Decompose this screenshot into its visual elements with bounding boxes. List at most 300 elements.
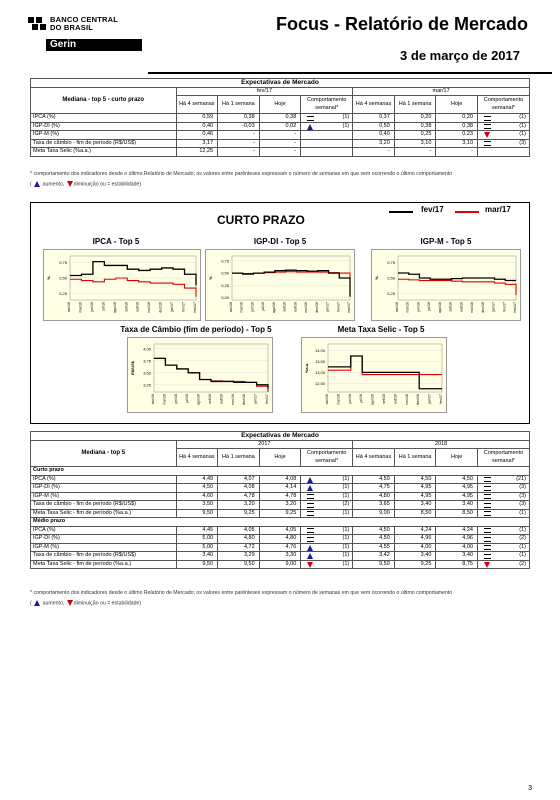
- behavior-cell: [477, 526, 529, 535]
- report-date: 3 de março de 2017: [400, 48, 520, 63]
- value-cell: 4,60: [176, 492, 218, 501]
- row-label: IGP-DI (%): [31, 484, 177, 493]
- y-tick-label: 13,50: [314, 358, 325, 364]
- row-label: IGP-M (%): [31, 131, 177, 140]
- bcb-logo-icon: [28, 17, 46, 33]
- behavior-weeks: (2): [342, 501, 350, 507]
- value-cell: 4,08: [259, 475, 301, 484]
- increase-icon: [307, 124, 313, 130]
- stable-icon: [484, 528, 491, 533]
- x-tick-label: abr/16: [229, 302, 233, 313]
- row-label: IPCA (%): [31, 114, 177, 123]
- value-cell: 9,50: [218, 560, 260, 569]
- x-tick-label: abr/16: [395, 302, 399, 313]
- row-label: Taxa de câmbio - fim de período (R$/US$): [31, 552, 177, 561]
- value-cell: 4,72: [218, 543, 260, 552]
- x-tick-label: abr/16: [151, 394, 155, 405]
- value-cell: 4,24: [394, 526, 436, 535]
- value-cell: 4,00: [394, 543, 436, 552]
- behavior-weeks: (1): [519, 131, 526, 137]
- behavior-weeks: (3): [519, 139, 526, 146]
- x-tick-label: jun/16: [173, 394, 178, 404]
- decrease-icon: [307, 562, 313, 568]
- y-tick-label: 3,75: [143, 358, 151, 364]
- series-line-fev17: [70, 262, 196, 286]
- x-tick-label: dez/16: [158, 302, 163, 313]
- y-tick-label: 13,00: [314, 369, 325, 375]
- value-cell: 0,46: [176, 131, 218, 140]
- value-cell: 4,14: [259, 484, 301, 493]
- y-axis-unit: %: [208, 276, 213, 280]
- increase-icon: [34, 181, 40, 187]
- chart-cambio: [127, 337, 273, 413]
- value-cell: 9,50: [176, 509, 218, 518]
- x-tick-label: mai/16: [78, 302, 83, 313]
- value-cell: 0,37: [353, 114, 395, 123]
- behavior-weeks: (1): [342, 552, 350, 558]
- stable-icon: [307, 537, 314, 542]
- x-tick-label: dez/16: [242, 394, 247, 405]
- y-tick-label: 0,25: [221, 282, 229, 288]
- x-tick-label: out/16: [293, 302, 298, 312]
- behavior-cell: [477, 114, 529, 123]
- value-cell: 9,25: [394, 560, 436, 569]
- x-tick-label: jul/16: [261, 302, 266, 311]
- behavior-weeks: (2): [519, 535, 526, 541]
- x-tick-label: ago/16: [370, 394, 375, 405]
- behavior-cell: [477, 543, 529, 552]
- behavior-cell: [477, 122, 529, 131]
- x-tick-label: ago/16: [437, 302, 442, 313]
- x-tick-label: mai/16: [162, 394, 167, 405]
- behavior-cell: [301, 543, 353, 552]
- value-cell: 12,25: [176, 148, 218, 157]
- y-axis-unit: %: [46, 276, 51, 280]
- value-cell: 4,80: [259, 535, 301, 544]
- value-cell: 0,50: [353, 122, 395, 131]
- increase-icon: [307, 485, 313, 491]
- chart-ipca: [43, 249, 201, 321]
- row-label: IGP-M (%): [31, 543, 177, 552]
- behavior-weeks: (1): [519, 552, 526, 558]
- value-cell: 4,76: [259, 543, 301, 552]
- value-cell: 4,50: [394, 475, 436, 484]
- stable-icon: [484, 141, 491, 146]
- row-label: IGP-M (%): [31, 492, 177, 501]
- org-name-line1: BANCO CENTRAL: [50, 15, 119, 24]
- y-tick-label: 0,00: [221, 295, 229, 301]
- value-cell: 4,78: [218, 492, 260, 501]
- behavior-weeks: (1): [342, 475, 350, 482]
- table-row: [31, 526, 530, 535]
- behavior-cell: [301, 560, 353, 569]
- row-label: Meta Taxa Selic - fim de período (%a.a.): [31, 509, 177, 518]
- table-row: [31, 131, 530, 140]
- stable-icon: [484, 545, 491, 550]
- x-tick-label: abr/16: [325, 394, 329, 405]
- column-header: Comportamento semanal*: [301, 449, 353, 467]
- x-tick-label: mar/17: [347, 302, 351, 314]
- table-row: [31, 552, 530, 561]
- x-tick-label: out/16: [219, 394, 224, 404]
- x-tick-label: out/16: [393, 394, 398, 404]
- behavior-cell: [301, 526, 353, 535]
- increase-icon: [307, 545, 313, 551]
- stable-icon: [484, 511, 491, 516]
- behavior-cell: [301, 131, 353, 140]
- x-tick-label: abr/16: [67, 302, 71, 313]
- stable-icon: [484, 124, 491, 129]
- chart-selic: [301, 337, 447, 413]
- x-tick-label: ago/16: [112, 302, 117, 313]
- value-cell: 0,38: [218, 114, 260, 123]
- behavior-cell: [301, 148, 353, 157]
- table-row: [31, 139, 530, 148]
- value-cell: -: [436, 148, 478, 157]
- value-cell: 0,25: [394, 131, 436, 140]
- x-tick-label: set/16: [382, 394, 386, 404]
- x-tick-label: dez/16: [314, 302, 319, 313]
- value-cell: 5,00: [176, 543, 218, 552]
- value-cell: 4,80: [353, 492, 395, 501]
- x-tick-label: nov/16: [470, 302, 475, 313]
- y-tick-label: 12,50: [314, 380, 325, 386]
- y-tick-label: 0,25: [387, 291, 395, 297]
- x-tick-label: mai/16: [239, 302, 244, 313]
- value-cell: 3,40: [176, 552, 218, 561]
- x-tick-label: ago/16: [271, 302, 276, 313]
- value-cell: 4,95: [436, 492, 478, 501]
- org-name-line2: DO BRASIL: [50, 23, 94, 32]
- value-cell: 3,40: [436, 552, 478, 561]
- behavior-cell: [301, 475, 353, 484]
- value-cell: 4,50: [353, 526, 395, 535]
- value-cell: 0,20: [394, 114, 436, 123]
- y-tick-label: 4,00: [143, 346, 151, 352]
- series-line-fev17: [232, 270, 350, 296]
- value-cell: 3,50: [176, 501, 218, 510]
- y-tick-label: 3,25: [143, 382, 151, 388]
- value-cell: 4,07: [218, 475, 260, 484]
- x-tick-label: jun/16: [347, 394, 352, 404]
- table-row: [31, 543, 530, 552]
- x-tick-label: fev/17: [502, 302, 507, 312]
- behavior-weeks: (1): [342, 509, 350, 516]
- value-cell: 3,10: [436, 139, 478, 148]
- stable-icon: [484, 554, 491, 559]
- x-tick-label: fev/17: [336, 302, 341, 312]
- x-tick-label: jun/16: [89, 302, 94, 312]
- behavior-cell: [301, 552, 353, 561]
- value-cell: 3,20: [259, 501, 301, 510]
- footnote: * comportamento dos indicadores desde o último Relatório de Mercado; os valores entre parênteses expressam o número de semanas em que vem ocorrendo o último comportamento: [30, 171, 453, 177]
- value-cell: -: [218, 139, 260, 148]
- column-header: Hoje: [436, 96, 478, 114]
- short-term-charts-panel: [30, 202, 530, 424]
- y-tick-label: 3,50: [143, 370, 151, 376]
- value-cell: 0,20: [436, 114, 478, 123]
- value-cell: 4,00: [436, 543, 478, 552]
- value-cell: 3,29: [218, 552, 260, 561]
- x-tick-label: ago/16: [196, 394, 201, 405]
- value-cell: -: [353, 148, 395, 157]
- decrease-icon: [67, 181, 73, 187]
- value-cell: 3,10: [394, 139, 436, 148]
- behavior-cell: [301, 492, 353, 501]
- table-row: [31, 475, 530, 484]
- value-cell: -: [259, 148, 301, 157]
- chart-title-igpdi: IGP-DI - Top 5: [253, 237, 307, 246]
- column-header: Há 1 semana: [218, 96, 260, 114]
- value-cell: -: [259, 139, 301, 148]
- stable-icon: [307, 503, 314, 508]
- x-tick-label: dez/16: [416, 394, 421, 405]
- increase-icon: [307, 553, 313, 559]
- value-cell: 4,95: [394, 492, 436, 501]
- period-header-2: mar/17: [353, 87, 530, 96]
- row-label: Taxa de câmbio - fim de período (R$/US$): [31, 501, 177, 510]
- behavior-cell: [477, 475, 529, 484]
- report-header: [28, 14, 532, 72]
- value-cell: 4,05: [218, 526, 260, 535]
- row-label: IGP-DI (%): [31, 122, 177, 131]
- behavior-weeks: (21): [516, 475, 526, 482]
- value-cell: 3,40: [394, 552, 436, 561]
- behavior-weeks: (1): [342, 526, 350, 533]
- bcb-logo: [28, 14, 158, 54]
- column-header: Hoje: [436, 449, 478, 467]
- behavior-weeks: (1): [342, 535, 350, 541]
- stable-icon: [484, 486, 491, 491]
- table-title: Expectativas de Mercado: [31, 432, 530, 441]
- y-tick-label: 14,00: [314, 348, 325, 354]
- section-header: Médio prazo: [31, 518, 530, 527]
- behavior-weeks: (1): [342, 560, 350, 567]
- value-cell: 4,55: [353, 543, 395, 552]
- y-tick-label: 0,75: [59, 259, 67, 265]
- y-tick-label: 0,50: [221, 270, 229, 276]
- period-header-1: 2017: [176, 440, 353, 449]
- report-title: Focus - Relatório de Mercado: [275, 14, 528, 34]
- row-label: Meta Taxa Selic (%a.a.): [31, 148, 177, 157]
- x-tick-label: mai/16: [405, 302, 410, 313]
- legend-swatch-mar17: [455, 211, 479, 213]
- table-title: Expectativas de Mercado: [31, 79, 530, 88]
- value-cell: 8,50: [394, 509, 436, 518]
- value-cell: 0,23: [436, 131, 478, 140]
- behavior-weeks: (1): [342, 122, 350, 129]
- x-tick-label: nov/16: [147, 302, 152, 313]
- column-header: Hoje: [259, 96, 301, 114]
- legend-swatch-fev17: [389, 211, 413, 213]
- x-tick-label: set/16: [282, 302, 287, 312]
- table-row: [31, 535, 530, 544]
- stable-icon: [307, 494, 314, 499]
- x-tick-label: nov/16: [230, 394, 235, 405]
- label-column-header: Mediana - top 5: [31, 440, 177, 467]
- value-cell: -: [218, 131, 260, 140]
- behavior-weeks: (1): [342, 543, 350, 550]
- column-header: Há 4 semanas: [353, 449, 395, 467]
- behavior-cell: [301, 509, 353, 518]
- value-cell: 5,00: [176, 535, 218, 544]
- chart-title-ipca: IPCA - Top 5: [92, 237, 140, 246]
- behavior-cell: [301, 484, 353, 493]
- x-tick-label: out/16: [459, 302, 464, 312]
- x-tick-label: jul/16: [427, 302, 432, 311]
- x-tick-label: jun/16: [416, 302, 421, 312]
- series-line-mar17: [70, 278, 196, 297]
- value-cell: 0,40: [176, 122, 218, 131]
- value-cell: -: [394, 148, 436, 157]
- stable-icon: [307, 528, 314, 533]
- value-cell: 3,42: [353, 552, 395, 561]
- column-header: Há 1 semana: [394, 96, 436, 114]
- x-tick-label: mai/16: [336, 394, 341, 405]
- x-tick-label: jan/17: [325, 302, 330, 312]
- value-cell: 0,38: [259, 114, 301, 123]
- value-cell: 4,50: [436, 475, 478, 484]
- behavior-weeks: (1): [519, 122, 526, 129]
- value-cell: 0,40: [353, 131, 395, 140]
- period-header-1: fev/17: [176, 87, 353, 96]
- x-tick-label: jan/17: [253, 394, 258, 404]
- behavior-weeks: (2): [519, 560, 526, 567]
- value-cell: 4,95: [394, 484, 436, 493]
- column-header: Comportamento semanal*: [301, 96, 353, 114]
- column-header: Há 1 semana: [394, 449, 436, 467]
- series-line-mar17: [398, 279, 516, 295]
- increase-icon: [307, 477, 313, 483]
- value-cell: 9,00: [259, 560, 301, 569]
- value-cell: 0,02: [259, 122, 301, 131]
- x-tick-label: jul/16: [101, 302, 106, 311]
- value-cell: 4,96: [394, 535, 436, 544]
- increase-icon: [34, 600, 40, 606]
- stable-icon: [484, 537, 491, 542]
- column-header: Hoje: [259, 449, 301, 467]
- y-tick-label: 0,50: [387, 275, 395, 281]
- value-cell: 9,25: [259, 509, 301, 518]
- plot-area: [328, 344, 442, 392]
- x-tick-label: set/16: [448, 302, 453, 312]
- stable-icon: [484, 503, 491, 508]
- behavior-cell: [477, 560, 529, 569]
- table-row: [31, 492, 530, 501]
- y-axis-unit: R$/US$: [130, 360, 135, 376]
- page-number: 3: [528, 785, 532, 792]
- behavior-weeks: (3): [519, 501, 526, 507]
- behavior-cell: [477, 148, 529, 157]
- decrease-icon: [484, 132, 490, 138]
- row-label: IPCA (%): [31, 475, 177, 484]
- value-cell: 4,50: [176, 484, 218, 493]
- expectations-table-short: [30, 78, 530, 157]
- behavior-cell: [301, 114, 353, 123]
- chart-igpm: [371, 249, 521, 321]
- y-axis-unit: %a.a.: [304, 362, 309, 374]
- table-row: [31, 509, 530, 518]
- x-tick-label: out/16: [135, 302, 140, 312]
- behavior-cell: [477, 501, 529, 510]
- value-cell: 3,17: [176, 139, 218, 148]
- stable-icon: [484, 116, 491, 121]
- value-cell: 4,50: [353, 535, 395, 544]
- value-cell: 4,96: [436, 535, 478, 544]
- x-tick-label: fev/17: [439, 394, 443, 404]
- table-row: [31, 484, 530, 493]
- column-header: Comportamento semanal*: [477, 449, 529, 467]
- column-header: Há 1 semana: [218, 449, 260, 467]
- x-tick-label: jan/17: [170, 302, 175, 312]
- behavior-cell: [301, 535, 353, 544]
- behavior-weeks: (1): [342, 492, 350, 499]
- charts-title: CURTO PRAZO: [217, 213, 305, 227]
- value-cell: 9,50: [353, 560, 395, 569]
- table-row: [31, 148, 530, 157]
- x-tick-label: mar/17: [513, 302, 517, 314]
- table-row: [31, 501, 530, 510]
- behavior-weeks: (1): [519, 114, 526, 120]
- expectations-table-annual: [30, 431, 530, 569]
- value-cell: 0,38: [394, 122, 436, 131]
- value-cell: 3,40: [394, 501, 436, 510]
- row-label: IPCA (%): [31, 526, 177, 535]
- column-header: Há 4 semanas: [353, 96, 395, 114]
- chart-title-igpm: IGP-M - Top 5: [420, 237, 472, 246]
- header-divider: [148, 72, 552, 74]
- behavior-weeks: (3): [519, 492, 526, 499]
- stable-icon: [484, 494, 491, 499]
- value-cell: 0,59: [176, 114, 218, 123]
- x-tick-label: set/16: [208, 394, 212, 404]
- value-cell: 4,45: [176, 526, 218, 535]
- behavior-weeks: (1): [342, 114, 350, 120]
- y-tick-label: 0,75: [221, 258, 229, 264]
- table-row: [31, 114, 530, 123]
- y-axis-unit: %: [374, 276, 379, 280]
- behavior-cell: [477, 552, 529, 561]
- value-cell: 3,65: [353, 501, 395, 510]
- table-row: [31, 122, 530, 131]
- column-header: Comportamento semanal*: [477, 96, 529, 114]
- row-label: Taxa de câmbio - fim de período (R$/US$): [31, 139, 177, 148]
- x-tick-label: set/16: [124, 302, 129, 312]
- value-cell: 4,50: [353, 475, 395, 484]
- table-row: [31, 560, 530, 569]
- label-column-header: Mediana - top 5 - curto prazo: [31, 87, 177, 114]
- legend-label-fev17: fev/17: [421, 205, 444, 214]
- value-cell: 4,49: [176, 475, 218, 484]
- behavior-weeks: (3): [519, 484, 526, 490]
- x-tick-label: jan/17: [491, 302, 496, 312]
- value-cell: 3,40: [436, 501, 478, 510]
- value-cell: 4,95: [436, 484, 478, 493]
- symbol-legend-2: ( aumento, diminuição ou = estabilidade): [30, 600, 142, 607]
- x-tick-label: mar/17: [193, 302, 197, 314]
- value-cell: 4,05: [259, 526, 301, 535]
- value-cell: 3,30: [259, 552, 301, 561]
- decrease-icon: [67, 600, 73, 606]
- value-cell: -: [259, 131, 301, 140]
- x-tick-label: jan/17: [427, 394, 432, 404]
- value-cell: -: [218, 148, 260, 157]
- x-tick-label: nov/16: [304, 302, 309, 313]
- series-line-fev17: [154, 358, 268, 388]
- period-header-2: 2018: [353, 440, 530, 449]
- behavior-weeks: (1): [519, 526, 526, 533]
- x-tick-label: jun/16: [250, 302, 255, 312]
